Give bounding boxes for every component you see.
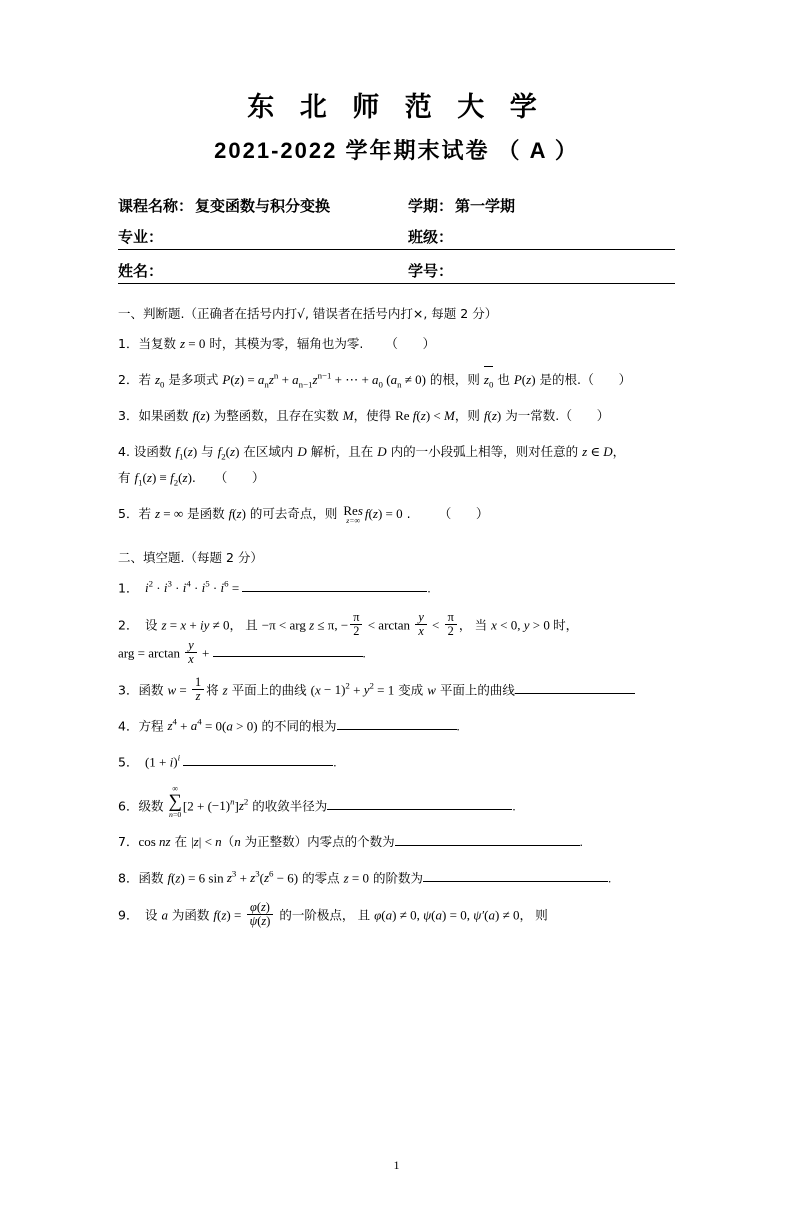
summation-symbol: ∞ ∑ n=0 [168,783,182,820]
exam-page [0,93,793,1215]
question-2-5: 5． $(1 + i)^i$ . [118,752,337,770]
divider-major [118,249,675,250]
info-row-major [118,220,675,247]
exam-info-block [118,189,675,284]
question-1-2: 2．若 $z_0$ 是多项式 $P(z) = a_nz^n + a_{n-1}z^{n-1}$ + ⋯ + $a_0$ $(a_n \ne 0)$ 的根，则 $z_0$ 也 P(z) 是的根.（ ） [118,366,675,394]
term-label: 学期： [408,197,454,215]
student-id-label: 学号： [408,262,454,280]
major-label: 专业： [118,228,164,246]
question-1-1: 1．当复数 z = 0 时，其模为零，辐角也为零. （ ） [118,335,442,351]
course-value: 复变函数与积分变换 [195,197,331,215]
question-2-9: 9． 设 a 为函数 f(z) = $\frac{\varphi(z)}{\psi(z)}$ 的一阶极点， 且 φ(a) ≠ 0, ψ(a) = 0, ψ′(a) ≠ 0， 则 [118,899,548,928]
term-value: 第一学期 [455,197,516,215]
question-1-5: 5．若 z = ∞ 是函数 f(z) 的可去奇点，则 Res z=∞ f(z) = 0 . （ ） [118,502,495,525]
section-heading-fill-blank: 二、填空题.（每题 2 分） [118,549,263,565]
question-2-7: 7．cos nz 在 |z| < n（n 为正整数）内零点的个数为 . [118,833,583,849]
question-2-2: 2． 设 z = x + iy ≠ 0， 且 −π < arg z ≤ π, − $\frac{\pi}{2}$ < arctan $\frac{y}{x}$ < $\frac{\pi}{2}$ ， 当 x < 0, y > 0 时， arg = arctan $\frac{y}{x}$ + . [118,609,579,666]
answer-blank[interactable] [337,718,457,731]
answer-blank[interactable] [515,682,635,695]
info-row-name [118,254,675,281]
info-row-course [118,189,675,216]
class-label: 班级： [408,228,454,246]
question-2-4: 4．方程 $z^4 + a^4 = 0(a > 0)$ 的不同的根为 . [118,716,460,734]
answer-blank[interactable] [183,753,333,766]
answer-blank[interactable] [423,869,608,882]
section-heading-true-false: 一、判断题.（正确者在括号内打√, 错误者在括号内打×, 每题 2 分） [118,305,498,321]
school-title: 东 北 师 范 大 学 [247,92,546,122]
question-1-3: 3．如果函数 f(z) 为整函数，且存在实数 M，使得 Re f(z) < M，则 f(z) 为一常数.（ ） [118,408,616,424]
answer-blank[interactable] [395,833,580,846]
exam-title: 2021-2022 学年期末试卷 （ A ） [214,137,579,163]
course-label: 课程名称： [118,197,194,215]
question-2-6: 6．级数 ∞ ∑ n=0 $[2 + (-1)^n]z^2$ 的收敛半径为 . [118,783,516,820]
name-label: 姓名： [118,262,164,280]
question-2-8: 8．函数 f(z) = 6 $\sin z^3 + z^3(z^6 - 6)$ 的零点 z = 0 的阶数为 . [118,868,612,885]
page-number: 1 [393,1158,400,1172]
question-2-3: 3．函数 w = $\frac{1}{z}$ 将 z 平面上的曲线 $(x - 1)^2 + y^2 = 1$ 变成 w 平面上的曲线 [118,676,675,704]
answer-blank[interactable] [327,798,512,811]
question-1-4: 4. 设函数 $f_1(z)$ 与 $f_2(z)$ 在区域内 D 解析，且在 D 内的一小段弧上相等，则对任意的 z ∈ D， 有 $f_1(z) \equiv f_2(z)$. （ ） [118,443,626,488]
answer-blank[interactable] [242,579,427,592]
answer-blank[interactable] [213,645,363,658]
divider-name [118,283,675,284]
residue-operator: Res z=∞ [343,502,363,525]
question-2-1: 1． $i^2 \cdot i^3 \cdot i^4 \cdot i^5 \cdot i^6$ = . [118,578,431,596]
